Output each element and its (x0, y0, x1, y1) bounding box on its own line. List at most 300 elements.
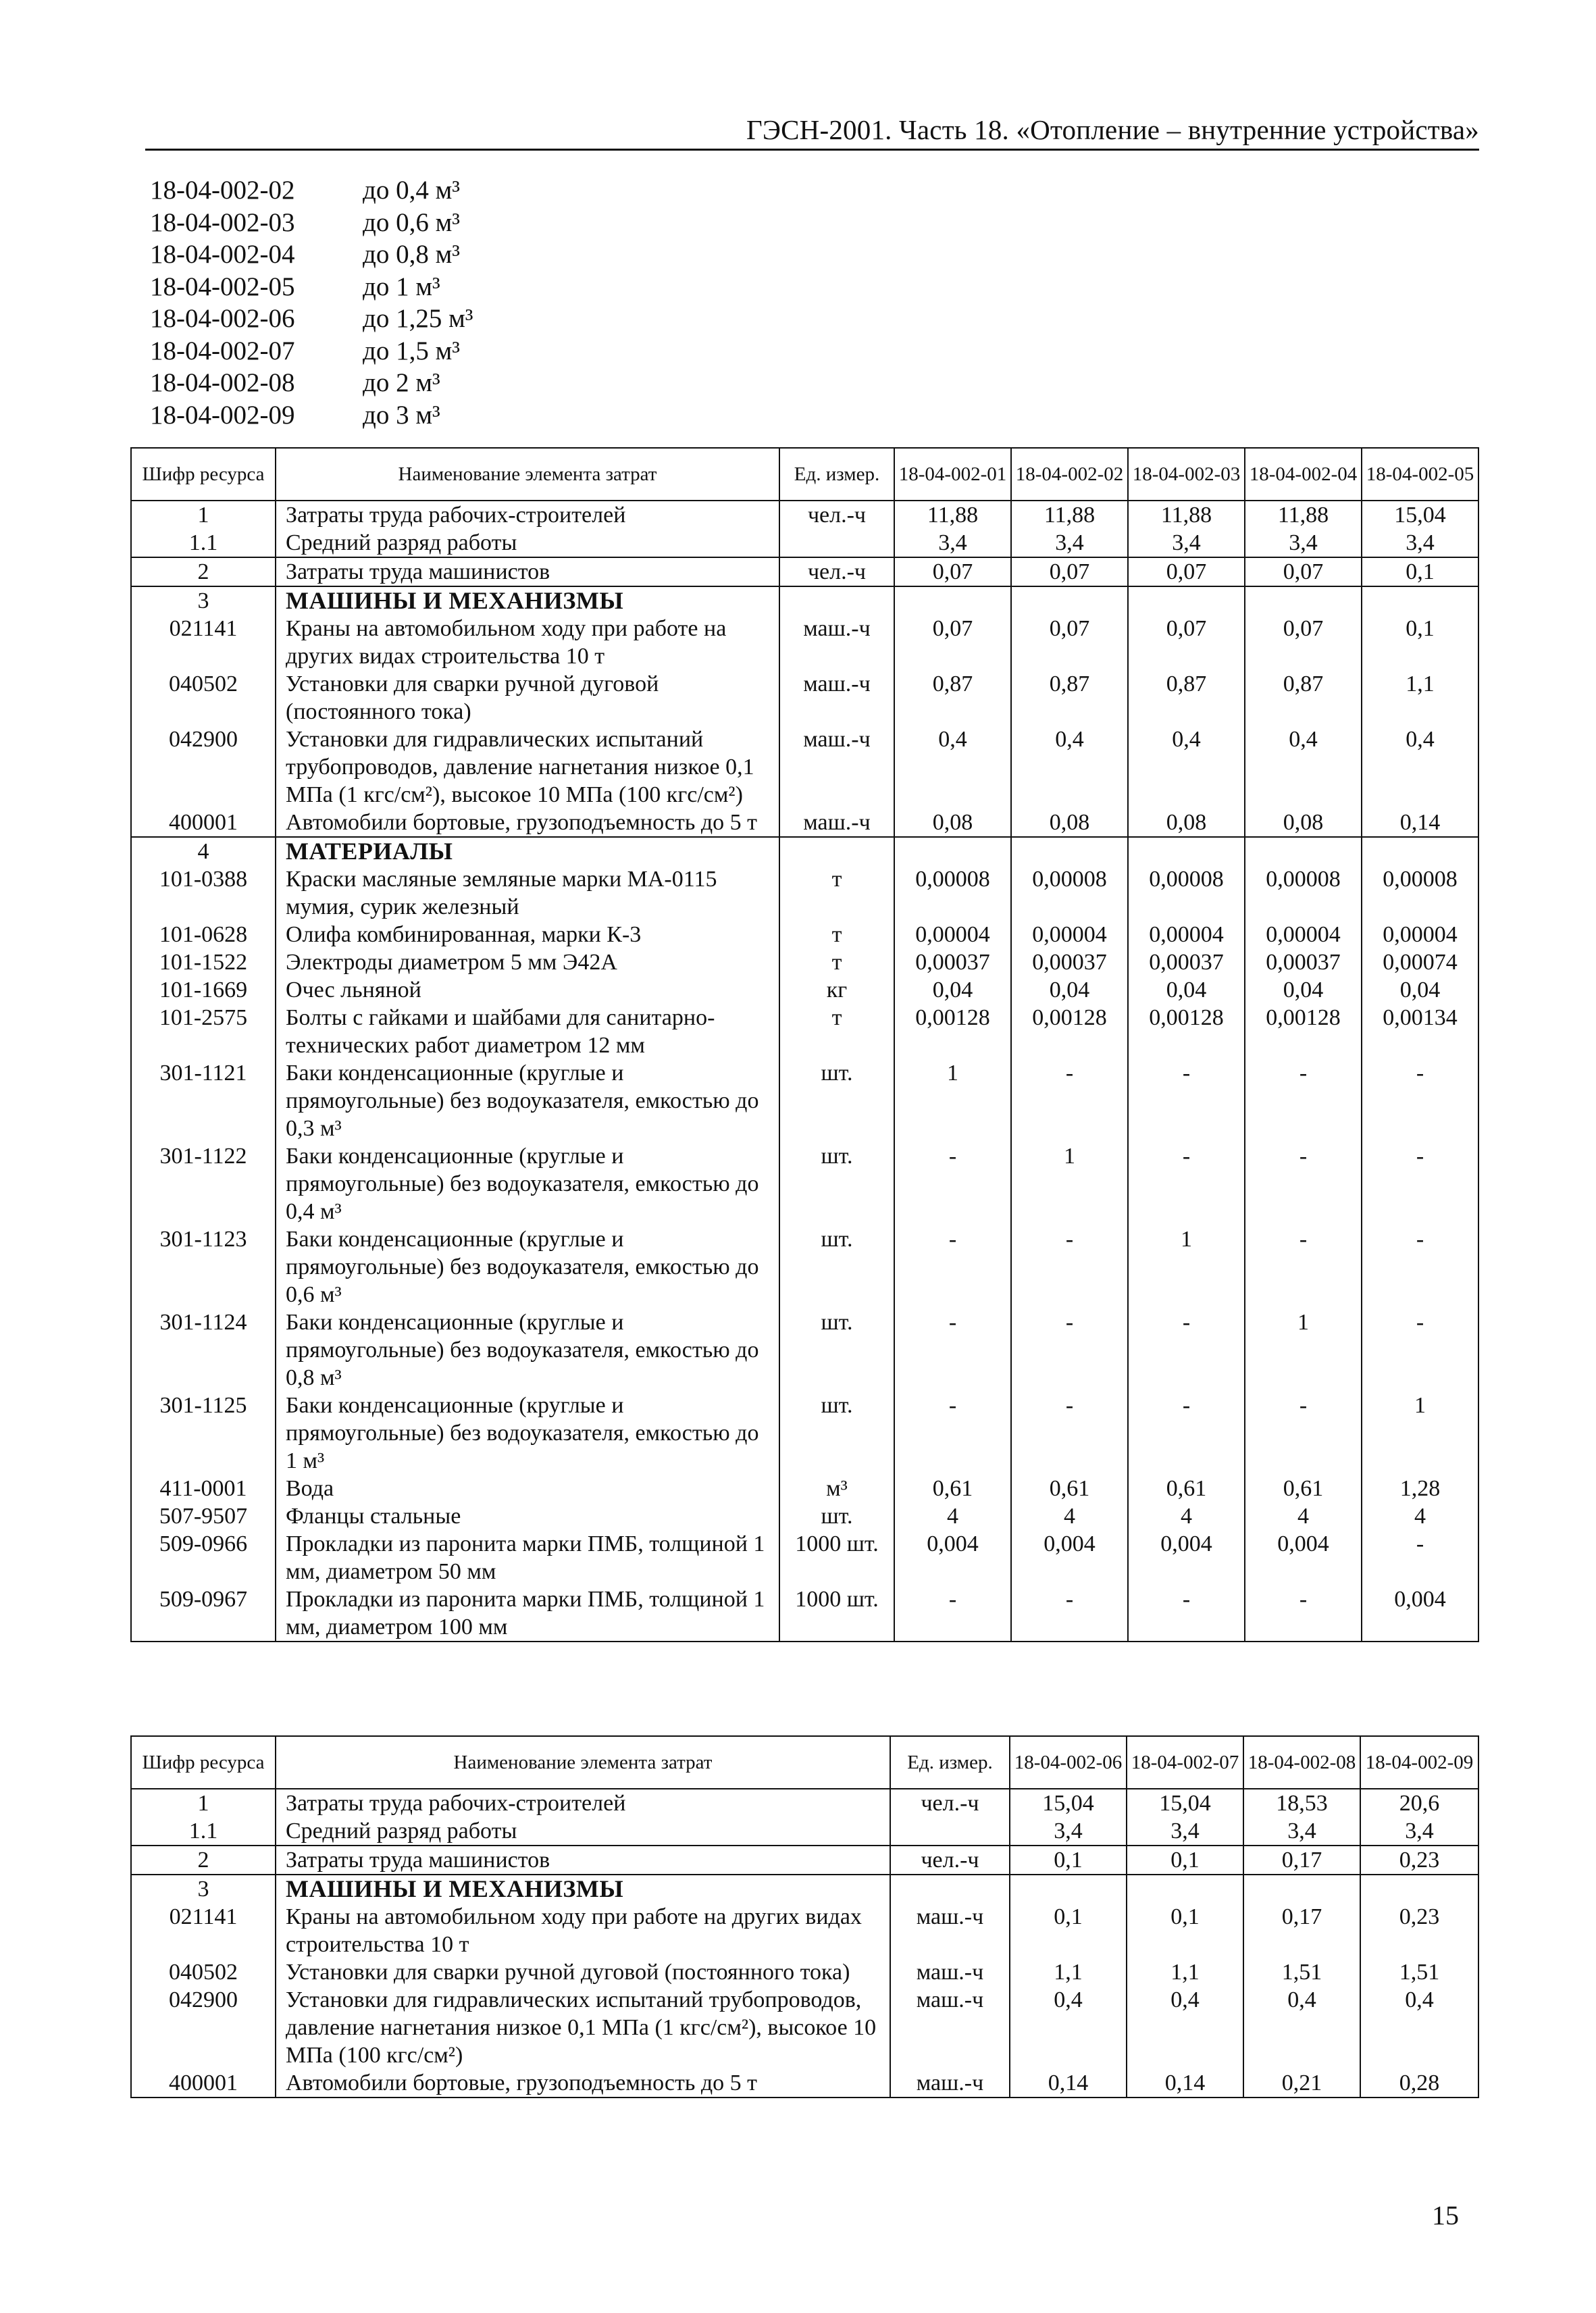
value-cell: 0,4 (1011, 726, 1128, 809)
value-cell: 0,1 (1362, 557, 1478, 586)
value-cell: 0,4 (1360, 1986, 1478, 2069)
table-row (131, 1004, 1478, 1059)
value-cell (1011, 586, 1128, 615)
variant-code: 18-04-002-09 (150, 400, 295, 430)
cost-element-name-cell: Затраты труда рабочих-строителей (276, 501, 779, 529)
value-cell: 4 (1011, 1502, 1128, 1530)
value-cell: 15,04 (1362, 501, 1478, 529)
column-header: Ед. измер. (779, 448, 894, 501)
unit-cell: кг (779, 976, 894, 1004)
resource-code-cell: 021141 (131, 1903, 276, 1958)
value-cell (1128, 837, 1245, 865)
resource-code-cell: 3 (131, 586, 276, 615)
value-cell: 0,07 (1245, 615, 1362, 670)
table-row (131, 529, 1478, 557)
unit-cell (779, 586, 894, 615)
value-cell (894, 837, 1011, 865)
value-cell: 0,00037 (1128, 948, 1245, 976)
table-row (131, 586, 1478, 615)
value-cell: 11,88 (1011, 501, 1128, 529)
cost-element-name-cell: Прокладки из паронита марки ПМБ, толщиной 1 мм, диаметром 50 мм (276, 1530, 779, 1585)
value-cell: - (1245, 1059, 1362, 1142)
variant-description: до 1,5 м³ (363, 336, 460, 365)
value-cell: - (894, 1392, 1011, 1475)
value-cell: 0,04 (894, 976, 1011, 1004)
value-cell: 0,00074 (1362, 948, 1478, 976)
table-row (131, 1789, 1478, 1817)
value-cell: 0,87 (1128, 670, 1245, 726)
value-cell: 0,4 (1010, 1986, 1127, 2069)
table-row (131, 948, 1478, 976)
value-cell: 0,08 (1245, 809, 1362, 837)
cost-element-name-cell: Баки конденсационные (круглые и прямоугольные) без водоуказателя, емкостью до 0,6 м³ (276, 1225, 779, 1308)
table-row (131, 1986, 1478, 2069)
value-cell: 0,17 (1243, 1846, 1360, 1875)
value-cell: 0,00008 (1011, 865, 1128, 921)
table-header-row (131, 448, 1478, 501)
value-cell: 1,1 (1362, 670, 1478, 726)
cost-element-name-cell: Прокладки из паронита марки ПМБ, толщиной 1 мм, диаметром 100 мм (276, 1585, 779, 1642)
value-cell: 1,51 (1360, 1958, 1478, 1986)
value-cell: 0,00004 (1245, 921, 1362, 948)
value-cell: 4 (1128, 1502, 1245, 1530)
value-cell: 0,08 (1011, 809, 1128, 837)
value-cell: 0,28 (1360, 2069, 1478, 2098)
column-header: 18-04-002-05 (1362, 448, 1478, 501)
cost-element-name-cell: Автомобили бортовые, грузоподъемность до 5 т (276, 2069, 890, 2098)
value-cell: 0,87 (894, 670, 1011, 726)
cost-element-name-cell: МАШИНЫ И МЕХАНИЗМЫ (276, 586, 779, 615)
unit-cell: маш.-ч (779, 670, 894, 726)
cost-element-name-cell: Установки для гидравлических испытаний трубопроводов, давление нагнетания низкое 0,1 МПа (1 кгс/см²), высокое 10 МПа (100 кгс/см²) (276, 726, 779, 809)
value-cell (1362, 586, 1478, 615)
value-cell: 0,07 (1128, 557, 1245, 586)
cost-element-name-cell: Краны на автомобильном ходу при работе на других видах строительства 10 т (276, 615, 779, 670)
value-cell: 3,4 (1362, 529, 1478, 557)
value-cell: 0,00037 (1245, 948, 1362, 976)
value-cell: 0,1 (1010, 1846, 1127, 1875)
value-cell: 0,4 (1127, 1986, 1243, 2069)
value-cell: 1,1 (1010, 1958, 1127, 1986)
table-row (131, 1502, 1478, 1530)
value-cell: 0,14 (1362, 809, 1478, 837)
resource-code-cell: 509-0966 (131, 1530, 276, 1585)
value-cell: 1 (1245, 1308, 1362, 1392)
resource-code-cell: 101-0628 (131, 921, 276, 948)
value-cell: 0,00128 (894, 1004, 1011, 1059)
value-cell: 0,14 (1010, 2069, 1127, 2098)
unit-cell: шт. (779, 1142, 894, 1225)
value-cell: 0,23 (1360, 1903, 1478, 1958)
table-row (131, 1475, 1478, 1502)
value-cell: 11,88 (894, 501, 1011, 529)
variant-code: 18-04-002-07 (150, 336, 295, 365)
unit-cell: 1000 шт. (779, 1585, 894, 1642)
value-cell: 3,4 (1360, 1817, 1478, 1846)
value-cell: - (1245, 1142, 1362, 1225)
variant-item (150, 367, 473, 399)
variant-code: 18-04-002-05 (150, 272, 295, 301)
unit-cell: шт. (779, 1059, 894, 1142)
value-cell: - (1245, 1225, 1362, 1308)
resource-code-cell: 040502 (131, 1958, 276, 1986)
value-cell: 0,00037 (1011, 948, 1128, 976)
column-header: 18-04-002-06 (1010, 1736, 1127, 1789)
resource-code-cell: 042900 (131, 726, 276, 809)
value-cell: 0,08 (1128, 809, 1245, 837)
value-cell: 0,08 (894, 809, 1011, 837)
table-row (131, 1875, 1478, 1903)
table-row (131, 921, 1478, 948)
value-cell: - (1245, 1392, 1362, 1475)
variant-item (150, 207, 473, 239)
cost-element-name-cell: Автомобили бортовые, грузоподъемность до 5 т (276, 809, 779, 837)
value-cell: 3,4 (1011, 529, 1128, 557)
value-cell (894, 586, 1011, 615)
cost-element-name-cell: Краны на автомобильном ходу при работе на других видах строительства 10 т (276, 1903, 890, 1958)
resource-code-cell: 400001 (131, 2069, 276, 2098)
variant-code: 18-04-002-06 (150, 304, 295, 333)
cost-element-name-cell: Средний разряд работы (276, 529, 779, 557)
value-cell: 0,61 (894, 1475, 1011, 1502)
value-cell: 3,4 (894, 529, 1011, 557)
value-cell: 0,87 (1011, 670, 1128, 726)
cost-element-name-cell: Краски масляные земляные марки МА-0115 мумия, сурик железный (276, 865, 779, 921)
variant-description: до 0,6 м³ (363, 207, 460, 237)
value-cell: - (894, 1142, 1011, 1225)
resource-table-2 (130, 1735, 1479, 2098)
value-cell: 0,00128 (1011, 1004, 1128, 1059)
cost-element-name-cell: Установки для гидравлических испытаний трубопроводов, давление нагнетания низкое 0,1 МПа (1 кгс/см²), высокое 10 МПа (100 кгс/см²) (276, 1986, 890, 2069)
value-cell: - (1245, 1585, 1362, 1642)
value-cell: 0,00128 (1245, 1004, 1362, 1059)
unit-cell: маш.-ч (890, 1958, 1010, 1986)
resource-code-cell: 1.1 (131, 529, 276, 557)
value-cell: 0,00004 (1128, 921, 1245, 948)
unit-cell: шт. (779, 1308, 894, 1392)
value-cell: - (894, 1585, 1011, 1642)
cost-element-name-cell: Затраты труда машинистов (276, 557, 779, 586)
document-title: ГЭСН-2001. Часть 18. «Отопление – внутренние устройства» (746, 114, 1479, 145)
cost-element-name-cell: МАШИНЫ И МЕХАНИЗМЫ (276, 1875, 890, 1903)
variant-description: до 1,25 м³ (363, 304, 473, 333)
table-row (131, 809, 1478, 837)
value-cell (1360, 1875, 1478, 1903)
cost-element-name-cell: Олифа комбинированная, марки К-3 (276, 921, 779, 948)
value-cell: - (894, 1225, 1011, 1308)
resource-code-cell: 400001 (131, 809, 276, 837)
cost-element-name-cell: Установки для сварки ручной дуговой (постоянного тока) (276, 1958, 890, 1986)
unit-cell: шт. (779, 1225, 894, 1308)
table-row (131, 1958, 1478, 1986)
unit-cell: шт. (779, 1502, 894, 1530)
value-cell: 3,4 (1127, 1817, 1243, 1846)
resource-code-cell: 301-1121 (131, 1059, 276, 1142)
variant-description: до 0,8 м³ (363, 240, 460, 269)
table-row (131, 1225, 1478, 1308)
table-row (131, 1392, 1478, 1475)
unit-cell: маш.-ч (779, 809, 894, 837)
unit-cell: чел.-ч (779, 501, 894, 529)
value-cell (1245, 837, 1362, 865)
column-header: 18-04-002-03 (1128, 448, 1245, 501)
resource-code-cell: 040502 (131, 670, 276, 726)
value-cell: - (1011, 1225, 1128, 1308)
value-cell: 15,04 (1127, 1789, 1243, 1817)
value-cell: 0,07 (1128, 615, 1245, 670)
cost-element-name-cell: Затраты труда машинистов (276, 1846, 890, 1875)
table-row (131, 2069, 1478, 2098)
unit-cell (779, 529, 894, 557)
value-cell: 0,00037 (894, 948, 1011, 976)
value-cell: - (1128, 1308, 1245, 1392)
value-cell: 11,88 (1128, 501, 1245, 529)
resource-code-cell: 4 (131, 837, 276, 865)
resource-code-cell: 101-1669 (131, 976, 276, 1004)
value-cell: - (1011, 1585, 1128, 1642)
variant-list (150, 174, 473, 431)
value-cell: 0,00004 (1362, 921, 1478, 948)
unit-cell: маш.-ч (890, 2069, 1010, 2098)
resource-code-cell: 2 (131, 557, 276, 586)
cost-element-name-cell: Баки конденсационные (круглые и прямоугольные) без водоуказателя, емкостью до 1 м³ (276, 1392, 779, 1475)
value-cell: - (1128, 1392, 1245, 1475)
column-header: Ед. измер. (890, 1736, 1010, 1789)
variant-description: до 0,4 м³ (363, 176, 460, 205)
value-cell: 0,14 (1127, 2069, 1243, 2098)
variant-item (150, 399, 473, 432)
cost-element-name-cell: Средний разряд работы (276, 1817, 890, 1846)
value-cell: 0,4 (1243, 1986, 1360, 2069)
value-cell: - (1011, 1059, 1128, 1142)
value-cell: 0,04 (1245, 976, 1362, 1004)
variant-code: 18-04-002-02 (150, 176, 295, 205)
unit-cell: чел.-ч (890, 1846, 1010, 1875)
value-cell: 0,00134 (1362, 1004, 1478, 1059)
resource-table-1 (130, 447, 1479, 1642)
column-header: 18-04-002-07 (1127, 1736, 1243, 1789)
unit-cell: м³ (779, 1475, 894, 1502)
value-cell: 0,004 (1128, 1530, 1245, 1585)
resource-code-cell: 3 (131, 1875, 276, 1903)
value-cell: - (1362, 1530, 1478, 1585)
table-row (131, 1903, 1478, 1958)
unit-cell: т (779, 948, 894, 976)
value-cell: 11,88 (1245, 501, 1362, 529)
table-row (131, 1530, 1478, 1585)
variant-item (150, 335, 473, 367)
unit-cell (779, 837, 894, 865)
resource-code-cell: 1 (131, 501, 276, 529)
page-number: 15 (1432, 2200, 1459, 2231)
value-cell: - (1362, 1308, 1478, 1392)
table-header-row (131, 1736, 1478, 1789)
value-cell: 15,04 (1010, 1789, 1127, 1817)
value-cell (1010, 1875, 1127, 1903)
table-row (131, 557, 1478, 586)
value-cell: - (1362, 1059, 1478, 1142)
value-cell: - (1011, 1308, 1128, 1392)
value-cell: 3,4 (1243, 1817, 1360, 1846)
value-cell: - (1128, 1142, 1245, 1225)
resource-code-cell: 021141 (131, 615, 276, 670)
table-row (131, 1846, 1478, 1875)
value-cell (1362, 837, 1478, 865)
value-cell: 1,51 (1243, 1958, 1360, 1986)
value-cell: 1,28 (1362, 1475, 1478, 1502)
value-cell: 20,6 (1360, 1789, 1478, 1817)
value-cell: 0,23 (1360, 1846, 1478, 1875)
cost-element-name-cell: Очес льняной (276, 976, 779, 1004)
variant-code: 18-04-002-04 (150, 240, 295, 269)
value-cell (1011, 837, 1128, 865)
unit-cell: шт. (779, 1392, 894, 1475)
column-header: 18-04-002-01 (894, 448, 1011, 501)
value-cell: 0,00128 (1128, 1004, 1245, 1059)
value-cell: 0,00004 (894, 921, 1011, 948)
unit-cell (890, 1875, 1010, 1903)
value-cell: 0,4 (1362, 726, 1478, 809)
variant-item (150, 238, 473, 271)
column-header: 18-04-002-09 (1360, 1736, 1478, 1789)
variant-item (150, 271, 473, 303)
value-cell: - (1128, 1059, 1245, 1142)
value-cell: - (894, 1308, 1011, 1392)
value-cell: 0,21 (1243, 2069, 1360, 2098)
unit-cell: чел.-ч (779, 557, 894, 586)
table-row (131, 1059, 1478, 1142)
value-cell: 3,4 (1010, 1817, 1127, 1846)
cost-element-name-cell: Установки для сварки ручной дуговой (постоянного тока) (276, 670, 779, 726)
resource-code-cell: 1 (131, 1789, 276, 1817)
variant-description: до 2 м³ (363, 368, 440, 397)
cost-element-name-cell: Вода (276, 1475, 779, 1502)
column-header: Наименование элемента затрат (276, 1736, 890, 1789)
resource-code-cell: 101-1522 (131, 948, 276, 976)
unit-cell: т (779, 921, 894, 948)
variant-description: до 3 м³ (363, 400, 440, 430)
value-cell: 0,07 (894, 557, 1011, 586)
value-cell: 0,4 (1245, 726, 1362, 809)
table-row (131, 670, 1478, 726)
table-row (131, 1817, 1478, 1846)
value-cell: 0,04 (1128, 976, 1245, 1004)
unit-cell: т (779, 1004, 894, 1059)
unit-cell: маш.-ч (890, 1986, 1010, 2069)
value-cell: 4 (1362, 1502, 1478, 1530)
resource-code-cell: 101-2575 (131, 1004, 276, 1059)
resource-code-cell: 301-1124 (131, 1308, 276, 1392)
cost-element-name-cell: Баки конденсационные (круглые и прямоугольные) без водоуказателя, емкостью до 0,4 м³ (276, 1142, 779, 1225)
variant-code: 18-04-002-03 (150, 207, 295, 237)
value-cell: 0,61 (1011, 1475, 1128, 1502)
value-cell: 0,04 (1011, 976, 1128, 1004)
value-cell: 4 (1245, 1502, 1362, 1530)
value-cell: 0,004 (1245, 1530, 1362, 1585)
value-cell: 1,1 (1127, 1958, 1243, 1986)
cost-element-name-cell: МАТЕРИАЛЫ (276, 837, 779, 865)
resource-code-cell: 301-1123 (131, 1225, 276, 1308)
value-cell: 0,1 (1010, 1903, 1127, 1958)
value-cell: 0,00008 (1245, 865, 1362, 921)
unit-cell (890, 1817, 1010, 1846)
column-header: 18-04-002-02 (1011, 448, 1128, 501)
cost-element-name-cell: Затраты труда рабочих-строителей (276, 1789, 890, 1817)
variant-code: 18-04-002-08 (150, 368, 295, 397)
resource-code-cell: 301-1122 (131, 1142, 276, 1225)
variant-description: до 1 м³ (363, 272, 440, 301)
value-cell: 0,4 (894, 726, 1011, 809)
unit-cell: 1000 шт. (779, 1530, 894, 1585)
value-cell: - (1362, 1225, 1478, 1308)
value-cell: - (1011, 1392, 1128, 1475)
unit-cell: т (779, 865, 894, 921)
column-header: Шифр ресурса (131, 448, 276, 501)
table-row (131, 615, 1478, 670)
table-row (131, 501, 1478, 529)
value-cell: 1 (894, 1059, 1011, 1142)
value-cell (1128, 586, 1245, 615)
value-cell: 0,004 (1011, 1530, 1128, 1585)
resource-code-cell: 1.1 (131, 1817, 276, 1846)
cost-element-name-cell: Баки конденсационные (круглые и прямоугольные) без водоуказателя, емкостью до 0,3 м³ (276, 1059, 779, 1142)
table-row (131, 865, 1478, 921)
value-cell: 1 (1128, 1225, 1245, 1308)
value-cell: 4 (894, 1502, 1011, 1530)
value-cell: 0,61 (1245, 1475, 1362, 1502)
value-cell: 0,61 (1128, 1475, 1245, 1502)
value-cell: 0,17 (1243, 1903, 1360, 1958)
column-header: 18-04-002-04 (1245, 448, 1362, 501)
value-cell (1243, 1875, 1360, 1903)
value-cell: 0,07 (894, 615, 1011, 670)
column-header: 18-04-002-08 (1243, 1736, 1360, 1789)
value-cell (1127, 1875, 1243, 1903)
value-cell: 0,04 (1362, 976, 1478, 1004)
table-row (131, 976, 1478, 1004)
value-cell: 3,4 (1245, 529, 1362, 557)
value-cell: 0,00008 (1362, 865, 1478, 921)
resource-code-cell: 301-1125 (131, 1392, 276, 1475)
cost-element-name-cell: Баки конденсационные (круглые и прямоугольные) без водоуказателя, емкостью до 0,8 м³ (276, 1308, 779, 1392)
resource-code-cell: 509-0967 (131, 1585, 276, 1642)
cost-element-name-cell: Болты с гайками и шайбами для санитарно-технических работ диаметром 12 мм (276, 1004, 779, 1059)
column-header: Наименование элемента затрат (276, 448, 779, 501)
unit-cell: маш.-ч (779, 615, 894, 670)
cost-element-name-cell: Фланцы стальные (276, 1502, 779, 1530)
table-row (131, 726, 1478, 809)
value-cell: 0,00008 (1128, 865, 1245, 921)
unit-cell: маш.-ч (779, 726, 894, 809)
value-cell: 3,4 (1128, 529, 1245, 557)
variant-item (150, 303, 473, 335)
value-cell: 0,1 (1362, 615, 1478, 670)
variant-item (150, 174, 473, 207)
page-header (145, 113, 1479, 151)
value-cell: 0,07 (1245, 557, 1362, 586)
table-row (131, 1585, 1478, 1642)
table-row (131, 1142, 1478, 1225)
column-header: Шифр ресурса (131, 1736, 276, 1789)
value-cell: 0,1 (1127, 1903, 1243, 1958)
value-cell: - (1128, 1585, 1245, 1642)
value-cell: 0,004 (1362, 1585, 1478, 1642)
resource-code-cell: 2 (131, 1846, 276, 1875)
table-row (131, 837, 1478, 865)
table-row (131, 1308, 1478, 1392)
value-cell: 0,00004 (1011, 921, 1128, 948)
value-cell: 0,004 (894, 1530, 1011, 1585)
